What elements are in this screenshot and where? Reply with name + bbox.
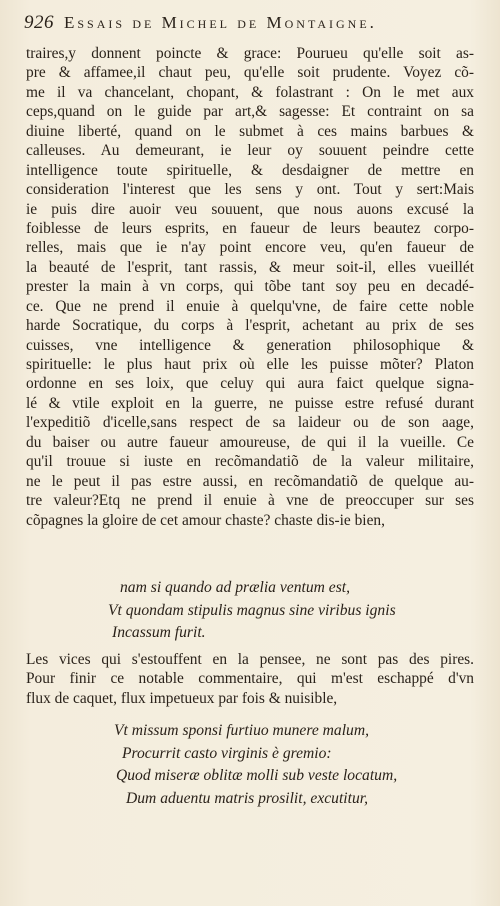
text-line: pre & affamee,il chaut peu, qu'elle soit prudente. Voyez cõ- — [26, 64, 474, 82]
text-line: diuine liberté, quand on le submet à ces mains barbues & — [26, 122, 474, 140]
text-line: qu'il trouue si iuste en recõmandatiõ de la valeur militaire, — [26, 453, 474, 471]
text-line: ie puis dire auoir veu souuent, que nous auons excusé la — [26, 200, 474, 218]
text-line: cõpagnes la gloire de cet amour chaste? chaste dis-ie bien, — [26, 511, 385, 529]
text-line: relles, mais que ie n'ay point encore veu, qu'en faueur de — [26, 239, 474, 257]
text-line: ordonne en ses loix, que celuy qui aura faict quelque signa- — [26, 375, 474, 393]
text-line: consideration l'interest que les sens y ont. Tout y sert:Mais — [26, 181, 474, 199]
text-line: Pour finir ce notable commentaire, qui m'est eschappé d'vn — [26, 670, 474, 688]
prose-block-2 — [26, 650, 474, 708]
text-line: me il va chancelant, chopant, & folastrant : On le met aux — [26, 83, 474, 101]
text-line: calleuses. Au demeurant, ie leur oy souuent peindre cette — [26, 142, 474, 160]
verse-line: Vt quondam stipulis magnus sine viribus ignis — [108, 601, 396, 619]
text-line: traires,y donnent poincte & grace: Pourueu qu'elle soit as- — [26, 45, 474, 62]
text-line: du baiser ou autre faueur amoureuse, de qui il la vueille. Ce — [26, 433, 474, 451]
verse-line: Quod miseræ oblitæ molli sub veste locatum, — [116, 767, 398, 784]
text-line: cuisses, vne intelligence & generation philosophique & — [26, 336, 474, 354]
latin-verse-quote-1 — [108, 577, 460, 645]
verse-line: nam si quando ad prælia ventum est, — [120, 579, 351, 596]
text-line: tre valeur?Etq ne prend il enuie à vne de preoccuper sur ses — [26, 492, 474, 510]
latin-verse-quote-2 — [114, 720, 454, 810]
text-line: la beauté de l'esprit, tant rassis, & meur soit-il, elles vueillét — [26, 258, 474, 276]
text-line: foiblesse de leurs esprits, en faueur de leurs beautez corpo- — [26, 219, 474, 237]
verse-line: Incassum furit. — [112, 624, 206, 641]
text-line: Les vices qui s'estouffent en la pensee, ne sont pas des pires. — [26, 651, 474, 668]
text-line: flux de caquet, flux impetueux par fois & nuisible, — [26, 689, 338, 707]
prose-block-1 — [26, 44, 474, 530]
text-line: spirituelle: le plus haut prix où elle les puisse mõter? Platon — [26, 356, 474, 373]
page-number: 926 — [24, 12, 54, 33]
verse-line: Vt missum sponsi furtiuo munere malum, — [114, 722, 369, 739]
verse-line: Dum aduentu matris prosilit, excutitur, — [126, 789, 368, 807]
verse-line: Procurrit casto virginis è gremio: — [122, 744, 332, 762]
text-line: l'expeditiõ d'icelle,sans respect de sa laideur ou de son aage, — [26, 414, 474, 432]
text-line: prester la main à vn corps, qui tõbe tant soy peu en decadé- — [26, 278, 474, 296]
text-line: ceps,quand on le guide par art,& sagesse: Et contraint on sa — [26, 103, 474, 121]
text-line: harde Socratique, du corps à l'esprit, achetant au prix de ses — [26, 317, 474, 335]
text-line: ce. Que ne prend il enuie à quelqu'vne, de faire cette noble — [26, 297, 474, 315]
text-line: intelligence toute spirituelle, & desdaigner de mettre en — [26, 161, 474, 179]
text-line: lé & vtile exploit en la guerre, ne puisse estre refusé durant — [26, 394, 474, 412]
running-head — [24, 12, 484, 38]
running-title: Essais de Michel de Montaigne. — [64, 13, 377, 32]
text-line: ne le peut il pas estre aussi, en recõmandatiõ de quelque au- — [26, 472, 474, 490]
